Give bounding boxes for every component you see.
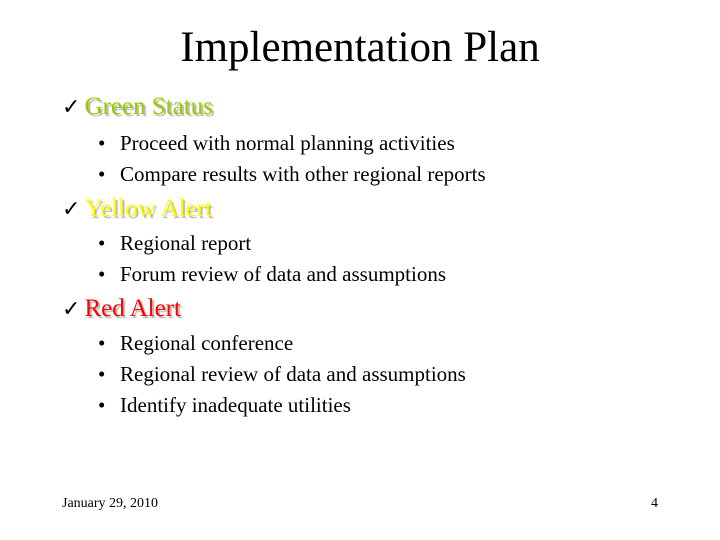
bullet-icon: • xyxy=(98,162,106,186)
list-item xyxy=(98,359,466,390)
list-item xyxy=(98,159,486,190)
checkmark-icon: ✓ xyxy=(62,297,81,322)
list-item xyxy=(98,390,466,421)
list-item-text: Regional report xyxy=(120,231,252,255)
section-yellow-alert xyxy=(62,194,212,225)
checkmark-icon: ✓ xyxy=(62,197,81,222)
section-yellow-alert-list xyxy=(98,228,446,290)
list-item xyxy=(98,128,486,159)
list-item-text: Identify inadequate utilities xyxy=(120,393,351,417)
list-item-text: Forum review of data and assumptions xyxy=(120,262,447,286)
section-green-status-list xyxy=(98,128,486,190)
section-label-yellow-alert: Yellow Alert xyxy=(84,195,212,222)
slide-title: Implementation Plan xyxy=(180,24,540,71)
section-red-alert xyxy=(62,294,181,325)
list-item-text: Regional review of data and assumptions xyxy=(120,362,466,386)
bullet-icon: • xyxy=(98,262,106,286)
section-red-alert-list xyxy=(98,328,466,421)
bullet-icon: • xyxy=(98,362,106,386)
bullet-icon: • xyxy=(98,131,106,155)
bullet-icon: • xyxy=(98,231,106,255)
checkmark-icon: ✓ xyxy=(62,95,81,120)
section-green-status xyxy=(62,92,213,123)
footer-date: January 29, 2010 xyxy=(62,496,159,511)
section-label-red-alert: Red Alert xyxy=(84,295,181,322)
section-label-green-status: Green Status xyxy=(84,93,213,120)
list-item-text: Regional conference xyxy=(120,331,294,355)
bullet-icon: • xyxy=(98,331,106,355)
list-item xyxy=(98,228,446,259)
list-item-text: Proceed with normal planning activities xyxy=(120,131,455,155)
bullet-icon: • xyxy=(98,393,106,417)
list-item-text: Compare results with other regional reports xyxy=(120,162,486,186)
list-item xyxy=(98,328,466,359)
list-item xyxy=(98,259,446,290)
page-number: 4 xyxy=(651,496,658,511)
